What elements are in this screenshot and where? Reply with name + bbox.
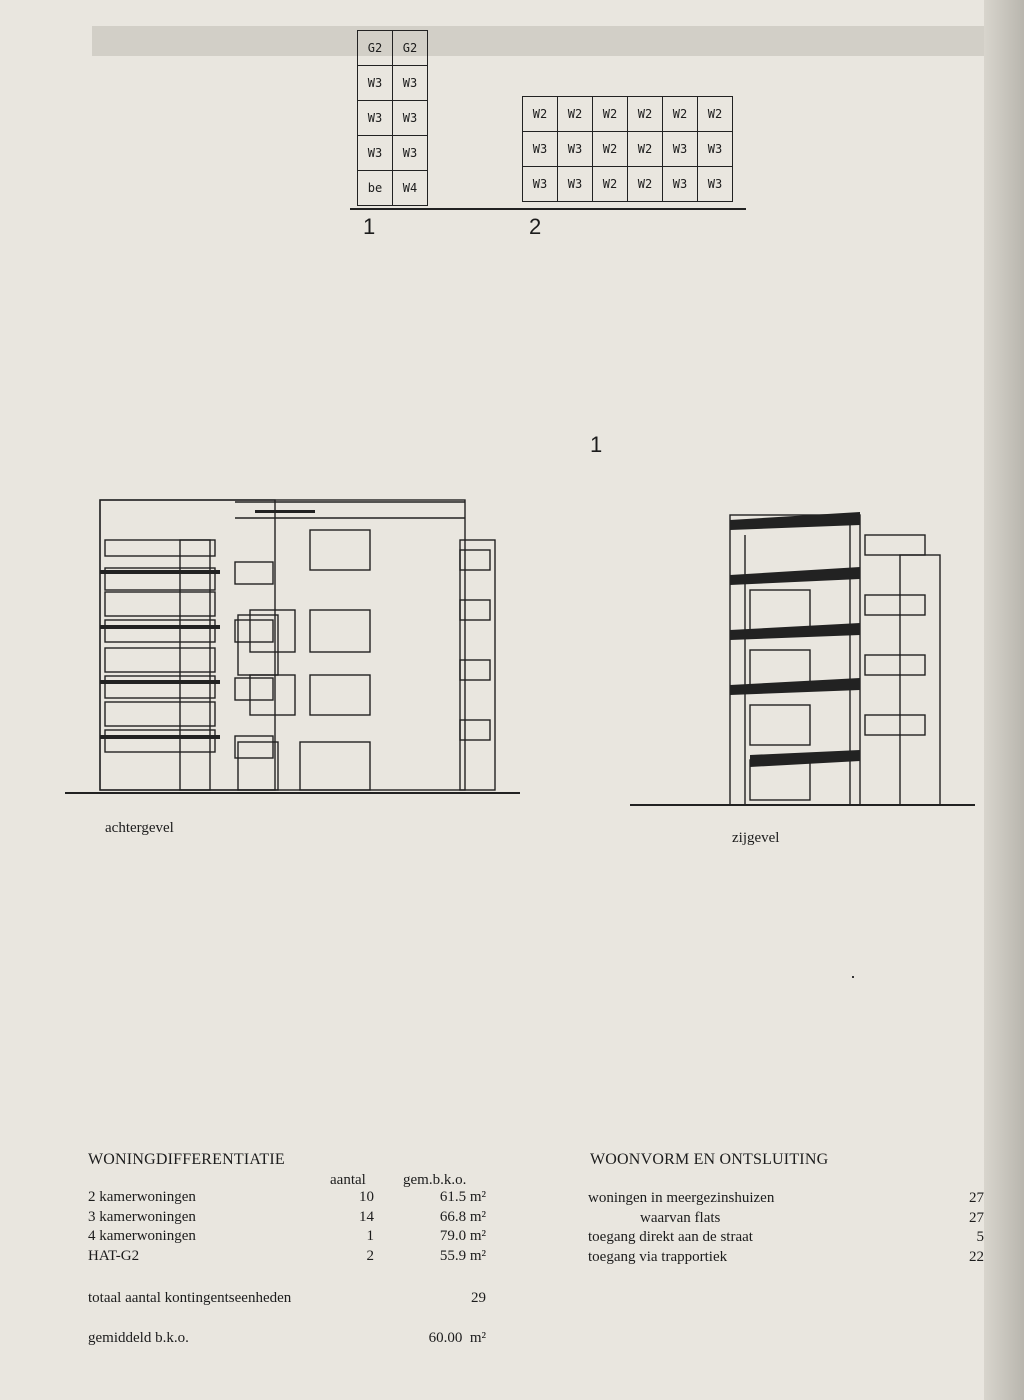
totaal-value: 29 [471,1290,486,1306]
unit-stack-diagram-1 [357,30,428,206]
woning-type-label: 4 kamerwoningen [88,1228,196,1244]
woonvorm-label: toegang direkt aan de straat [588,1229,753,1245]
gemiddeld-label: gemiddeld b.k.o. [88,1330,189,1346]
diagram-1-cell: W4 [393,171,428,206]
diagram-2-cell: W3 [663,132,698,167]
diagram-2-baseline [430,208,746,210]
diagram-2-cell: W3 [558,132,593,167]
woningdifferentiatie-title: WONINGDIFFERENTIATIE [88,1151,285,1168]
diagram-2-cell: W2 [593,132,628,167]
diagram-1-cell: W3 [358,136,393,171]
diagram-2-cell: W3 [698,167,733,202]
diagram-1-cell: be [358,171,393,206]
woning-type-label: 2 kamerwoningen [88,1189,196,1205]
unit-stack-diagram-2 [522,96,733,202]
diagram-1-row [358,66,428,101]
woning-aantal: 2 [366,1247,374,1264]
woonvorm-value: 27 [969,1190,984,1206]
woning-gem-bko: 79.0 m² [439,1228,486,1244]
gemiddeld-value: 60.00 m² [428,1330,486,1346]
page-edge-shadow [984,0,1024,1400]
diagram-2-label: 2 [529,214,542,239]
woning-gem-bko: 66.8 m² [439,1208,486,1225]
diagram-1-cell: W3 [393,101,428,136]
diagram-1-cell: W3 [358,66,393,101]
woonvorm-value: 22 [969,1248,984,1265]
diagram-2-cell: W3 [523,167,558,202]
achtergevel-elevation-drawing [60,480,530,810]
diagram-1-baseline [350,208,430,210]
woonvorm-label: toegang via trapportiek [588,1248,728,1265]
diagram-2-cell: W2 [663,97,698,132]
zijgevel-marker: 1 [590,432,603,457]
diagram-1-cell: W3 [358,101,393,136]
diagram-1-cell: G2 [393,31,428,66]
woning-gem-bko: 61.5 m² [439,1189,486,1205]
diagram-2-cell: W2 [628,167,663,202]
woning-aantal: 1 [366,1228,374,1244]
achtergevel-caption: achtergevel [105,820,174,836]
woonvorm-title: WOONVORM EN ONTSLUITING [590,1151,829,1168]
diagram-2-cell: W3 [663,167,698,202]
diagram-1-label: 1 [363,214,376,239]
diagram-2-row [523,97,733,132]
stray-mark [852,976,854,978]
diagram-2-cell: W2 [698,97,733,132]
diagram-2-cell: W3 [698,132,733,167]
woning-aantal: 14 [359,1208,374,1225]
col-header-aantal: aantal [330,1172,366,1188]
diagram-1-row [358,171,428,206]
bleed-through-header-band [92,26,984,56]
diagram-2-cell: W2 [558,97,593,132]
diagram-2-cell: W3 [523,132,558,167]
diagram-2-cell: W2 [628,97,663,132]
woonvorm-label: waarvan flats [640,1209,721,1226]
diagram-2-cell: W3 [558,167,593,202]
woonvorm-value: 27 [969,1209,984,1226]
diagram-1-row [358,101,428,136]
diagram-2-row [523,132,733,167]
diagram-2-cell: W2 [593,167,628,202]
diagram-2-row [523,167,733,202]
woonvorm-label: woningen in meergezinshuizen [588,1190,775,1206]
woning-gem-bko: 55.9 m² [439,1247,486,1264]
diagram-1-cell: W3 [393,136,428,171]
col-header-bko: gem.b.k.o. [403,1172,467,1188]
woonvorm-value: 5 [976,1229,984,1245]
diagram-1-row [358,31,428,66]
totaal-label: totaal aantal kontingentseenheden [88,1290,292,1306]
woning-aantal: 10 [359,1189,374,1205]
diagram-1-cell: W3 [393,66,428,101]
woning-type-label: HAT-G2 [88,1247,140,1264]
diagram-1-row [358,136,428,171]
diagram-2-cell: W2 [523,97,558,132]
woning-type-label: 3 kamerwoningen [88,1208,196,1225]
diagram-1-cell: G2 [358,31,393,66]
zijgevel-caption: zijgevel [732,830,780,846]
diagram-2-cell: W2 [593,97,628,132]
diagram-2-cell: W2 [628,132,663,167]
zijgevel-elevation-drawing [600,495,980,815]
